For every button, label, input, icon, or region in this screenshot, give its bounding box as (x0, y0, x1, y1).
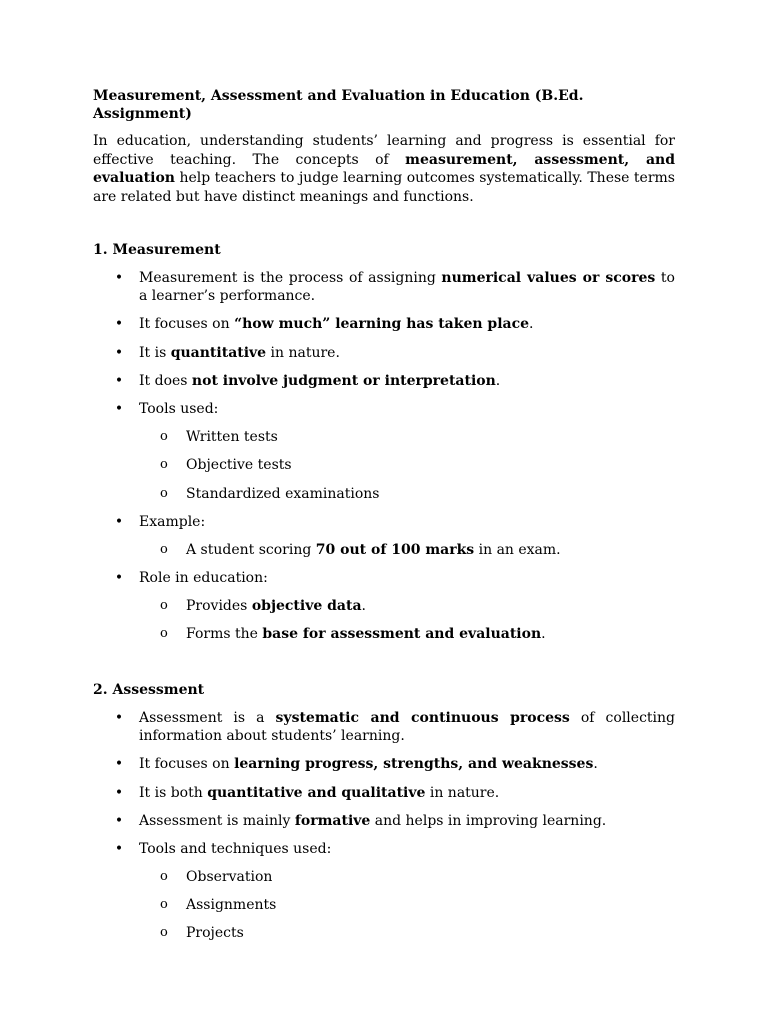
item-text: in nature. (266, 344, 340, 361)
item-bold: “how much” learning has taken place (234, 316, 530, 333)
bullet-icon: • (114, 570, 124, 587)
list-item (93, 513, 675, 560)
item-text: It does (139, 372, 192, 389)
sub-bullet-icon: o (160, 541, 168, 557)
sub-item-text: in an exam. (474, 541, 561, 558)
bullet-icon: • (114, 709, 124, 726)
sub-list-item (139, 868, 675, 887)
sub-item-text: Written tests (186, 429, 278, 446)
sub-list (139, 541, 675, 560)
item-label: Role in education: (139, 570, 268, 587)
item-text: to a learner’s performance. (139, 269, 675, 305)
sub-list-item (139, 456, 675, 475)
item-text: of collecting information about students’ learning. (139, 709, 675, 745)
sub-list (139, 428, 675, 503)
list-item (93, 315, 675, 334)
sub-item-text: Provides (186, 598, 252, 615)
bullet-icon: • (114, 269, 124, 286)
sub-list-item (139, 485, 675, 504)
sub-item-text: Objective tests (186, 457, 292, 474)
sub-list-item (139, 625, 675, 644)
item-text: Measurement is the process of assigning (139, 269, 442, 286)
item-bold: not involve judgment or interpretation (191, 372, 496, 389)
list-item (93, 784, 675, 803)
item-text: It focuses on (139, 756, 235, 773)
sub-item-text: A student scoring (186, 541, 316, 558)
sub-item-text: . (361, 598, 366, 615)
sub-list-item (139, 541, 675, 560)
item-label: Tools and techniques used: (139, 840, 332, 857)
item-text: Assessment is a (139, 709, 276, 726)
sub-item-bold: objective data (251, 598, 362, 615)
sub-list-item (139, 924, 675, 943)
item-text: and helps in improving learning. (370, 812, 607, 829)
bullet-icon: • (114, 784, 124, 801)
document-page (93, 87, 675, 943)
sub-item-text: Observation (186, 869, 273, 886)
sub-bullet-icon: o (160, 485, 168, 501)
bullet-icon: • (114, 316, 124, 333)
bullet-icon: • (114, 372, 124, 389)
list-item (93, 755, 675, 774)
section-heading-measurement: 1. Measurement (93, 242, 221, 258)
sub-list (139, 868, 675, 943)
list-item (93, 812, 675, 831)
sub-bullet-icon: o (160, 626, 168, 642)
item-label: Tools used: (139, 400, 219, 417)
list-item (93, 269, 675, 306)
bullet-icon: • (114, 840, 124, 857)
intro-text-1: In education, understanding students’ learning and progress is essential for effective teaching. The concepts of (93, 133, 675, 168)
item-text: It is both (139, 784, 208, 801)
assessment-bullet-list (93, 709, 675, 943)
sub-item-text: . (541, 626, 546, 643)
item-text: Assessment is mainly (139, 812, 295, 829)
bullet-icon: • (114, 513, 124, 530)
item-text: It is (139, 344, 171, 361)
bullet-icon: • (114, 812, 124, 829)
measurement-bullet-list (93, 269, 675, 644)
item-bold: systematic and continuous process (275, 709, 570, 726)
sub-bullet-icon: o (160, 897, 168, 913)
sub-bullet-icon: o (160, 598, 168, 614)
list-item (93, 569, 675, 644)
item-text: . (495, 372, 501, 389)
list-item (93, 372, 675, 391)
intro-bold-terms: measurement, assessment, and evaluation (93, 151, 675, 186)
item-text: It focuses on (139, 316, 235, 333)
sub-item-bold: 70 out of 100 marks (315, 541, 475, 558)
item-bold: quantitative (170, 344, 267, 361)
bullet-icon: • (114, 344, 124, 361)
item-text: in nature. (425, 784, 500, 801)
sub-list (139, 597, 675, 644)
section-heading-assessment: 2. Assessment (93, 681, 205, 698)
sub-item-bold: base for assessment and evaluation (262, 626, 542, 643)
sub-item-text: Standardized examinations (186, 485, 380, 502)
sub-item-text: Forms the (186, 626, 263, 643)
bullet-icon: • (114, 400, 124, 417)
item-bold: formative (294, 812, 371, 829)
intro-paragraph (93, 132, 675, 206)
document-title: Measurement, Assessment and Evaluation in Education (B.Ed. Assignment) (93, 88, 584, 122)
sub-list-item (139, 597, 675, 616)
sub-list-item (139, 896, 675, 915)
sub-bullet-icon: o (160, 457, 168, 473)
sub-list-item (139, 428, 675, 447)
intro-text-2: help teachers to judge learning outcomes systematically. These terms are related but have distinct meanings and functions. (93, 170, 675, 205)
sub-bullet-icon: o (160, 429, 168, 445)
item-bold: quantitative and qualitative (207, 784, 426, 801)
sub-bullet-icon: o (160, 925, 168, 941)
item-text: . (529, 316, 534, 333)
sub-item-text: Projects (186, 925, 244, 942)
item-bold: numerical values or scores (441, 269, 656, 286)
list-item (93, 400, 675, 503)
sub-item-text: Assignments (186, 897, 277, 914)
item-label: Example: (139, 513, 206, 530)
bullet-icon: • (114, 756, 124, 773)
list-item (93, 709, 675, 746)
sub-bullet-icon: o (160, 869, 168, 885)
item-text: . (593, 756, 598, 773)
list-item (93, 840, 675, 943)
item-bold: learning progress, strengths, and weaknesses (234, 756, 594, 773)
list-item (93, 344, 675, 363)
